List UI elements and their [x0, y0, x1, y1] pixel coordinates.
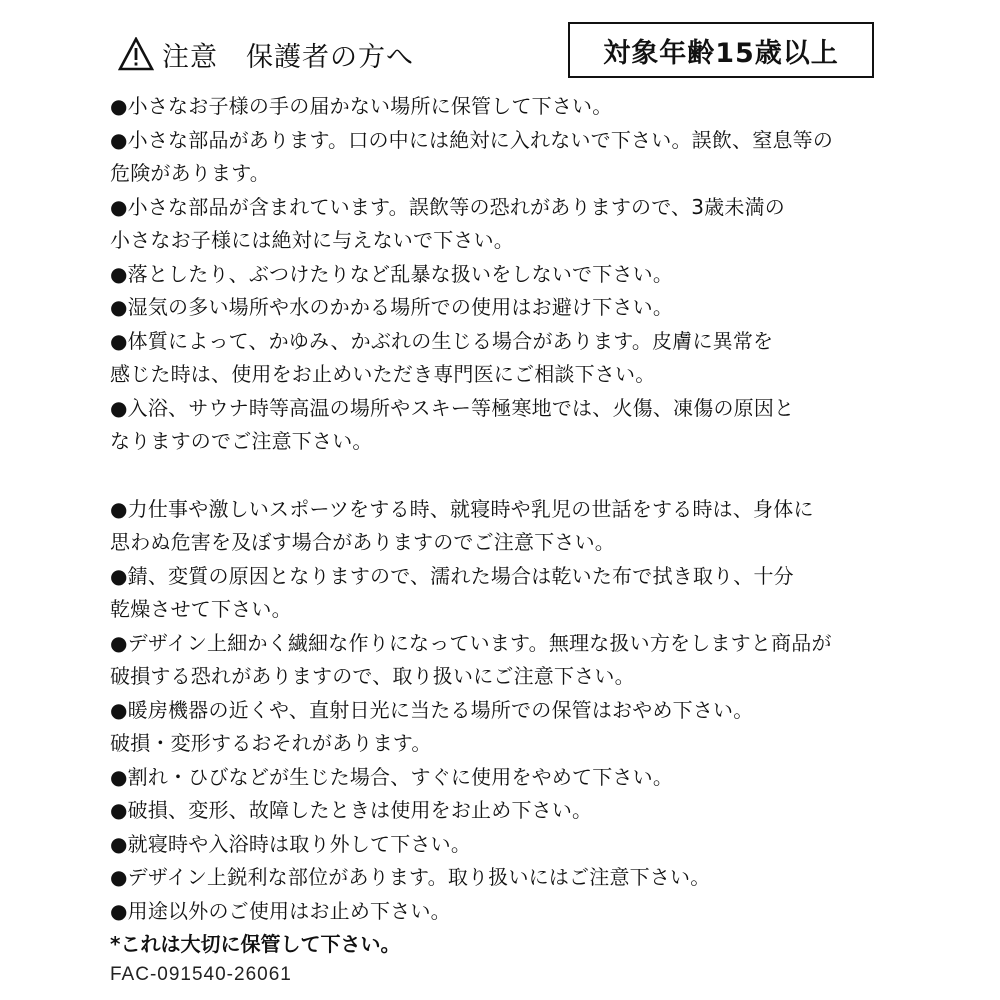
warning-title-text: 注意 保護者の方へ: [162, 41, 414, 73]
caution-note-line: 小さなお子様には絶対に与えないで下さい。: [110, 228, 514, 252]
section-gap: [110, 459, 930, 493]
caution-note-line: ●湿気の多い場所や水のかかる場所での使用はお避け下さい。: [110, 295, 674, 319]
caution-note-line: ●体質によって、かゆみ、かぶれの生じる場合があります。皮膚に異常を: [110, 328, 774, 353]
caution-note-line: 感じた時は、使用をお止めいただき専門医にご相談下さい。: [110, 362, 656, 386]
caution-note-line: ●デザイン上細かく繊細な作りになっています。無理な扱い方をしますと商品が: [110, 630, 832, 655]
caution-note-line: ●破損、変形、故障したときは使用をお止め下さい。: [110, 798, 593, 822]
caution-note-line: 危険があります。: [110, 161, 270, 185]
caution-note-line: 破損・変形するおそれがあります。: [110, 731, 432, 755]
warning-heading: [118, 32, 414, 76]
caution-note-line: ●就寝時や入浴時は取り外して下さい。: [110, 831, 472, 856]
caution-note-line: ●小さなお子様の手の届かない場所に保管して下さい。: [110, 94, 613, 118]
caution-note-line: ●割れ・ひびなどが生じた場合、すぐに使用をやめて下さい。: [110, 764, 674, 789]
caution-note-line: ●デザイン上鋭利な部位があります。取り扱いにはご注意下さい。: [110, 865, 711, 889]
caution-note-line: ●小さな部品があります。口の中には絶対に入れないで下さい。誤飲、窒息等の: [110, 127, 834, 152]
keep-this-note: *これは大切に保管して下さい。: [110, 932, 401, 956]
caution-note-line: ●落としたり、ぶつけたりなど乱暴な扱いをしないで下さい。: [110, 261, 674, 286]
warning-triangle-icon: [118, 37, 154, 71]
product-code: FAC-091540-26061: [110, 964, 292, 985]
target-age-badge: [568, 22, 874, 78]
caution-notes: [110, 90, 930, 990]
caution-note-line: 乾燥させて下さい。: [110, 597, 292, 621]
target-age-text: 対象年齢15歳以上: [603, 37, 839, 69]
caution-note-line: なりますのでご注意下さい。: [110, 429, 373, 453]
caution-note-line: 破損する恐れがありますので、取り扱いにご注意下さい。: [110, 664, 635, 688]
notes-group-1: [110, 90, 930, 459]
caution-header: [110, 22, 880, 84]
caution-note-line: ●用途以外のご使用はお止め下さい。: [110, 898, 451, 923]
caution-note-line: 思わぬ危害を及ぼす場合がありますのでご注意下さい。: [110, 530, 615, 554]
caution-note-line: ●小さな部品が含まれています。誤飲等の恐れがありますので、3歳未満の: [110, 194, 785, 219]
caution-note-line: ●入浴、サウナ時等高温の場所やスキー等極寒地では、火傷、凍傷の原因と: [110, 395, 795, 420]
caution-note-line: ●錆、変質の原因となりますので、濡れた場合は乾いた布で拭き取り、十分: [110, 563, 794, 588]
caution-note-line: ●暖房機器の近くや、直射日光に当たる場所での保管はおやめ下さい。: [110, 697, 754, 722]
notes-group-2: [110, 493, 930, 929]
caution-note-line: ●力仕事や激しいスポーツをする時、就寝時や乳児の世話をする時は、身体に: [110, 496, 814, 521]
